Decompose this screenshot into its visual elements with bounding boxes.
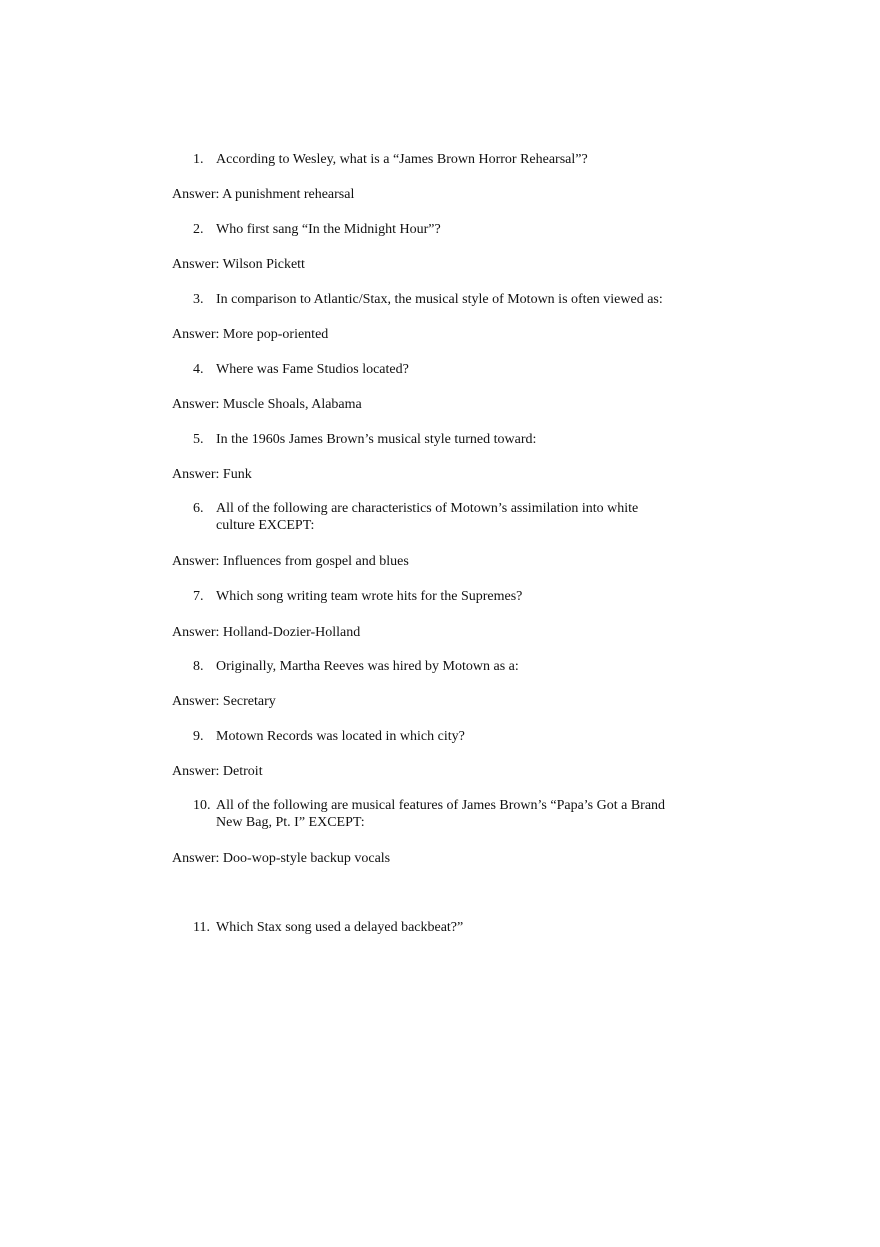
question-number: 2. bbox=[193, 222, 204, 237]
question-5 bbox=[193, 431, 536, 448]
answer-2: Answer: Wilson Pickett bbox=[172, 257, 305, 272]
question-text: Motown Records was located in which city? bbox=[216, 729, 465, 744]
question-1 bbox=[193, 151, 588, 168]
question-4 bbox=[193, 361, 409, 378]
question-number: 7. bbox=[193, 589, 204, 604]
answer-5: Answer: Funk bbox=[172, 467, 252, 482]
answer-8: Answer: Secretary bbox=[172, 694, 276, 709]
answer-10: Answer: Doo-wop-style backup vocals bbox=[172, 851, 391, 866]
question-text: In comparison to Atlantic/Stax, the musical style of Motown is often viewed as: bbox=[216, 292, 663, 307]
question-6 bbox=[193, 500, 638, 534]
answer-7: Answer: Holland-Dozier-Holland bbox=[172, 625, 361, 640]
answer-9: Answer: Detroit bbox=[172, 764, 263, 779]
question-10 bbox=[193, 797, 665, 831]
question-number: 6. bbox=[193, 501, 204, 516]
question-number: 9. bbox=[193, 729, 204, 744]
question-3 bbox=[193, 291, 663, 308]
question-text: Which Stax song used a delayed backbeat?” bbox=[216, 920, 464, 935]
answer-1: Answer: A punishment rehearsal bbox=[172, 187, 355, 202]
question-number: 1. bbox=[193, 152, 204, 167]
question-text: All of the following are characteristics of Motown’s assimilation into white bbox=[216, 501, 639, 516]
question-text: Who first sang “In the Midnight Hour”? bbox=[216, 222, 441, 237]
question-text: According to Wesley, what is a “James Brown Horror Rehearsal”? bbox=[216, 152, 588, 167]
question-text: Which song writing team wrote hits for the Supremes? bbox=[216, 589, 523, 604]
question-11 bbox=[193, 919, 463, 936]
question-9 bbox=[193, 728, 465, 745]
question-8 bbox=[193, 658, 519, 675]
question-text: All of the following are musical features of James Brown’s “Papa’s Got a Brand bbox=[216, 798, 666, 813]
question-number: 3. bbox=[193, 292, 204, 307]
question-text: Originally, Martha Reeves was hired by Motown as a: bbox=[216, 659, 519, 674]
question-2 bbox=[193, 221, 441, 238]
question-text: Where was Fame Studios located? bbox=[216, 362, 409, 377]
question-number: 5. bbox=[193, 432, 204, 447]
question-number: 4. bbox=[193, 362, 204, 377]
answer-3: Answer: More pop-oriented bbox=[172, 327, 329, 342]
question-7 bbox=[193, 588, 522, 605]
question-text: In the 1960s James Brown’s musical style turned toward: bbox=[216, 432, 537, 447]
question-number: 8. bbox=[193, 659, 204, 674]
answer-6: Answer: Influences from gospel and blues bbox=[172, 554, 409, 569]
answer-4: Answer: Muscle Shoals, Alabama bbox=[172, 397, 362, 412]
question-text-continued: culture EXCEPT: bbox=[216, 518, 315, 533]
question-number: 10. bbox=[193, 798, 211, 813]
question-text-continued: New Bag, Pt. I” EXCEPT: bbox=[216, 815, 365, 830]
question-number: 11. bbox=[193, 920, 210, 935]
